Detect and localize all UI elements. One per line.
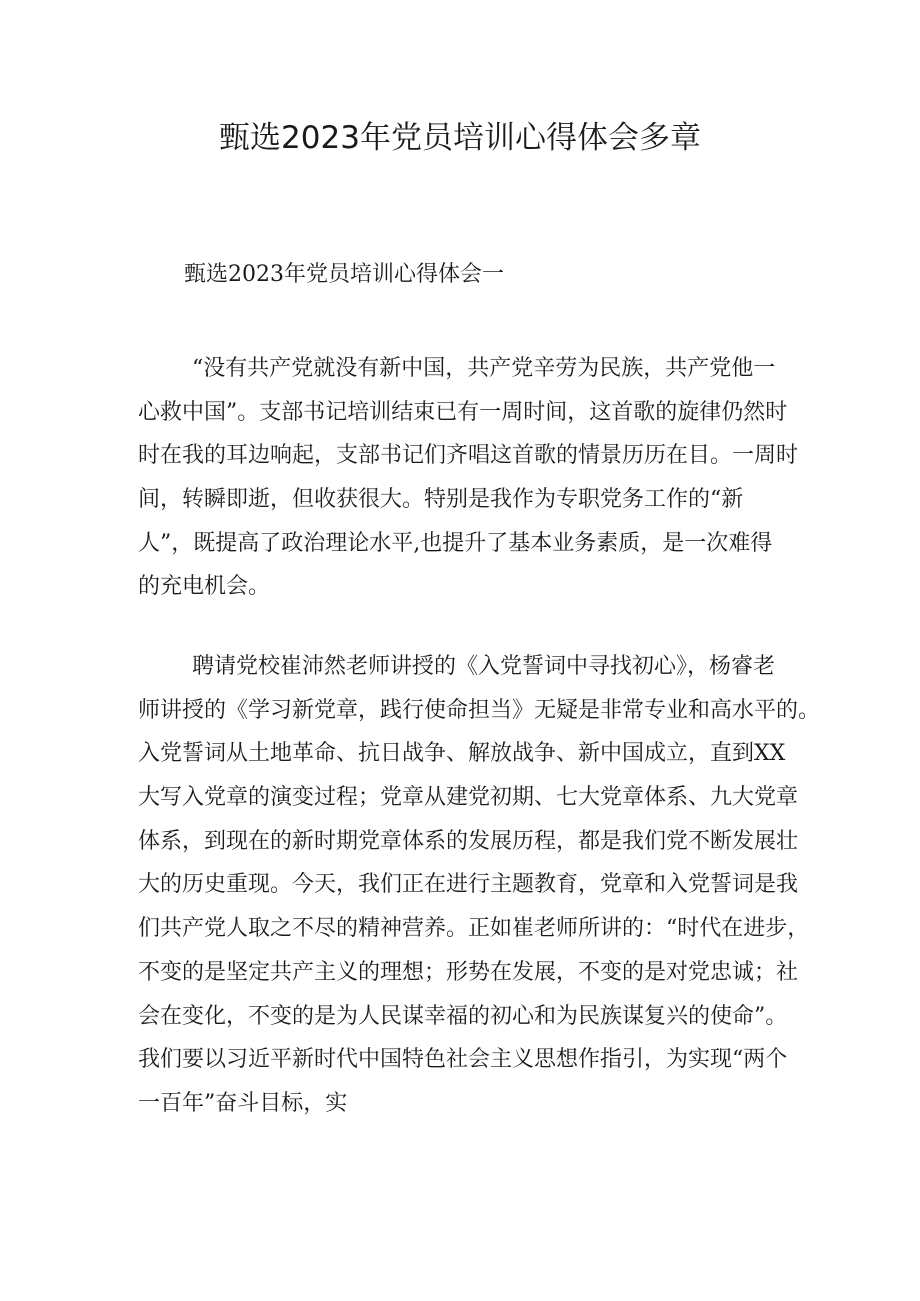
text-line: 的充电机会。 xyxy=(138,574,271,600)
text-line: 入党誓词从土地革命、抗日战争、解放战争、新中国成立，直到XX xyxy=(138,741,786,767)
text-line: 大的历史重现。今天，我们正在进行主题教育，党章和入党誓词是我 xyxy=(138,872,799,898)
text-line: 们共产党人取之不尽的精神营养。正如崔老师所讲的：“时代在进步， xyxy=(138,916,810,942)
paragraph-2 xyxy=(138,645,821,1126)
document-title: 甄选2023年党员培训心得体会多章 xyxy=(219,120,701,156)
text-line: 心救中国”。支部书记培训结束已有一周时间，这首歌的旋律仍然时 xyxy=(138,399,788,425)
text-line: 时在我的耳边响起，支部书记们齐唱这首歌的情景历历在目。一周时 xyxy=(138,443,799,469)
text-line: 人”，既提高了政治理论水平,也提升了基本业务素质，是一次难得 xyxy=(138,530,773,556)
paragraph-1 xyxy=(138,347,799,609)
text-line: 师讲授的《学习新党章，践行使命担当》无疑是非常专业和高水平的。 xyxy=(138,697,821,723)
section-heading: 甄选2023年党员培训心得体会一 xyxy=(184,262,504,287)
text-line: 一百年”奋斗目标，实 xyxy=(138,1090,348,1116)
text-line: “没有共产党就没有新中国，共产党辛劳为民族，共产党他一 xyxy=(192,356,776,381)
text-line: 不变的是坚定共产主义的理想；形势在发展，不变的是对党忠诚；社 xyxy=(138,959,799,985)
text-line: 我们要以习近平新时代中国特色社会主义思想作指引，为实现“两个 xyxy=(138,1047,788,1073)
text-line: 体系，到现在的新时期党章体系的发展历程，都是我们党不断发展壮 xyxy=(138,828,799,854)
text-line: 聘请党校崔沛然老师讲授的《入党誓词中寻找初心》，杨睿老 xyxy=(192,654,776,679)
text-line: 大写入党章的演变过程；党章从建党初期、七大党章体系、九大党章 xyxy=(138,785,799,811)
text-line: 间，转瞬即逝，但收获很大。特别是我作为专职党务工作的“新 xyxy=(138,487,744,513)
text-line: 会在变化，不变的是为人民谋幸福的初心和为民族谋复兴的使命”。 xyxy=(138,1003,788,1029)
